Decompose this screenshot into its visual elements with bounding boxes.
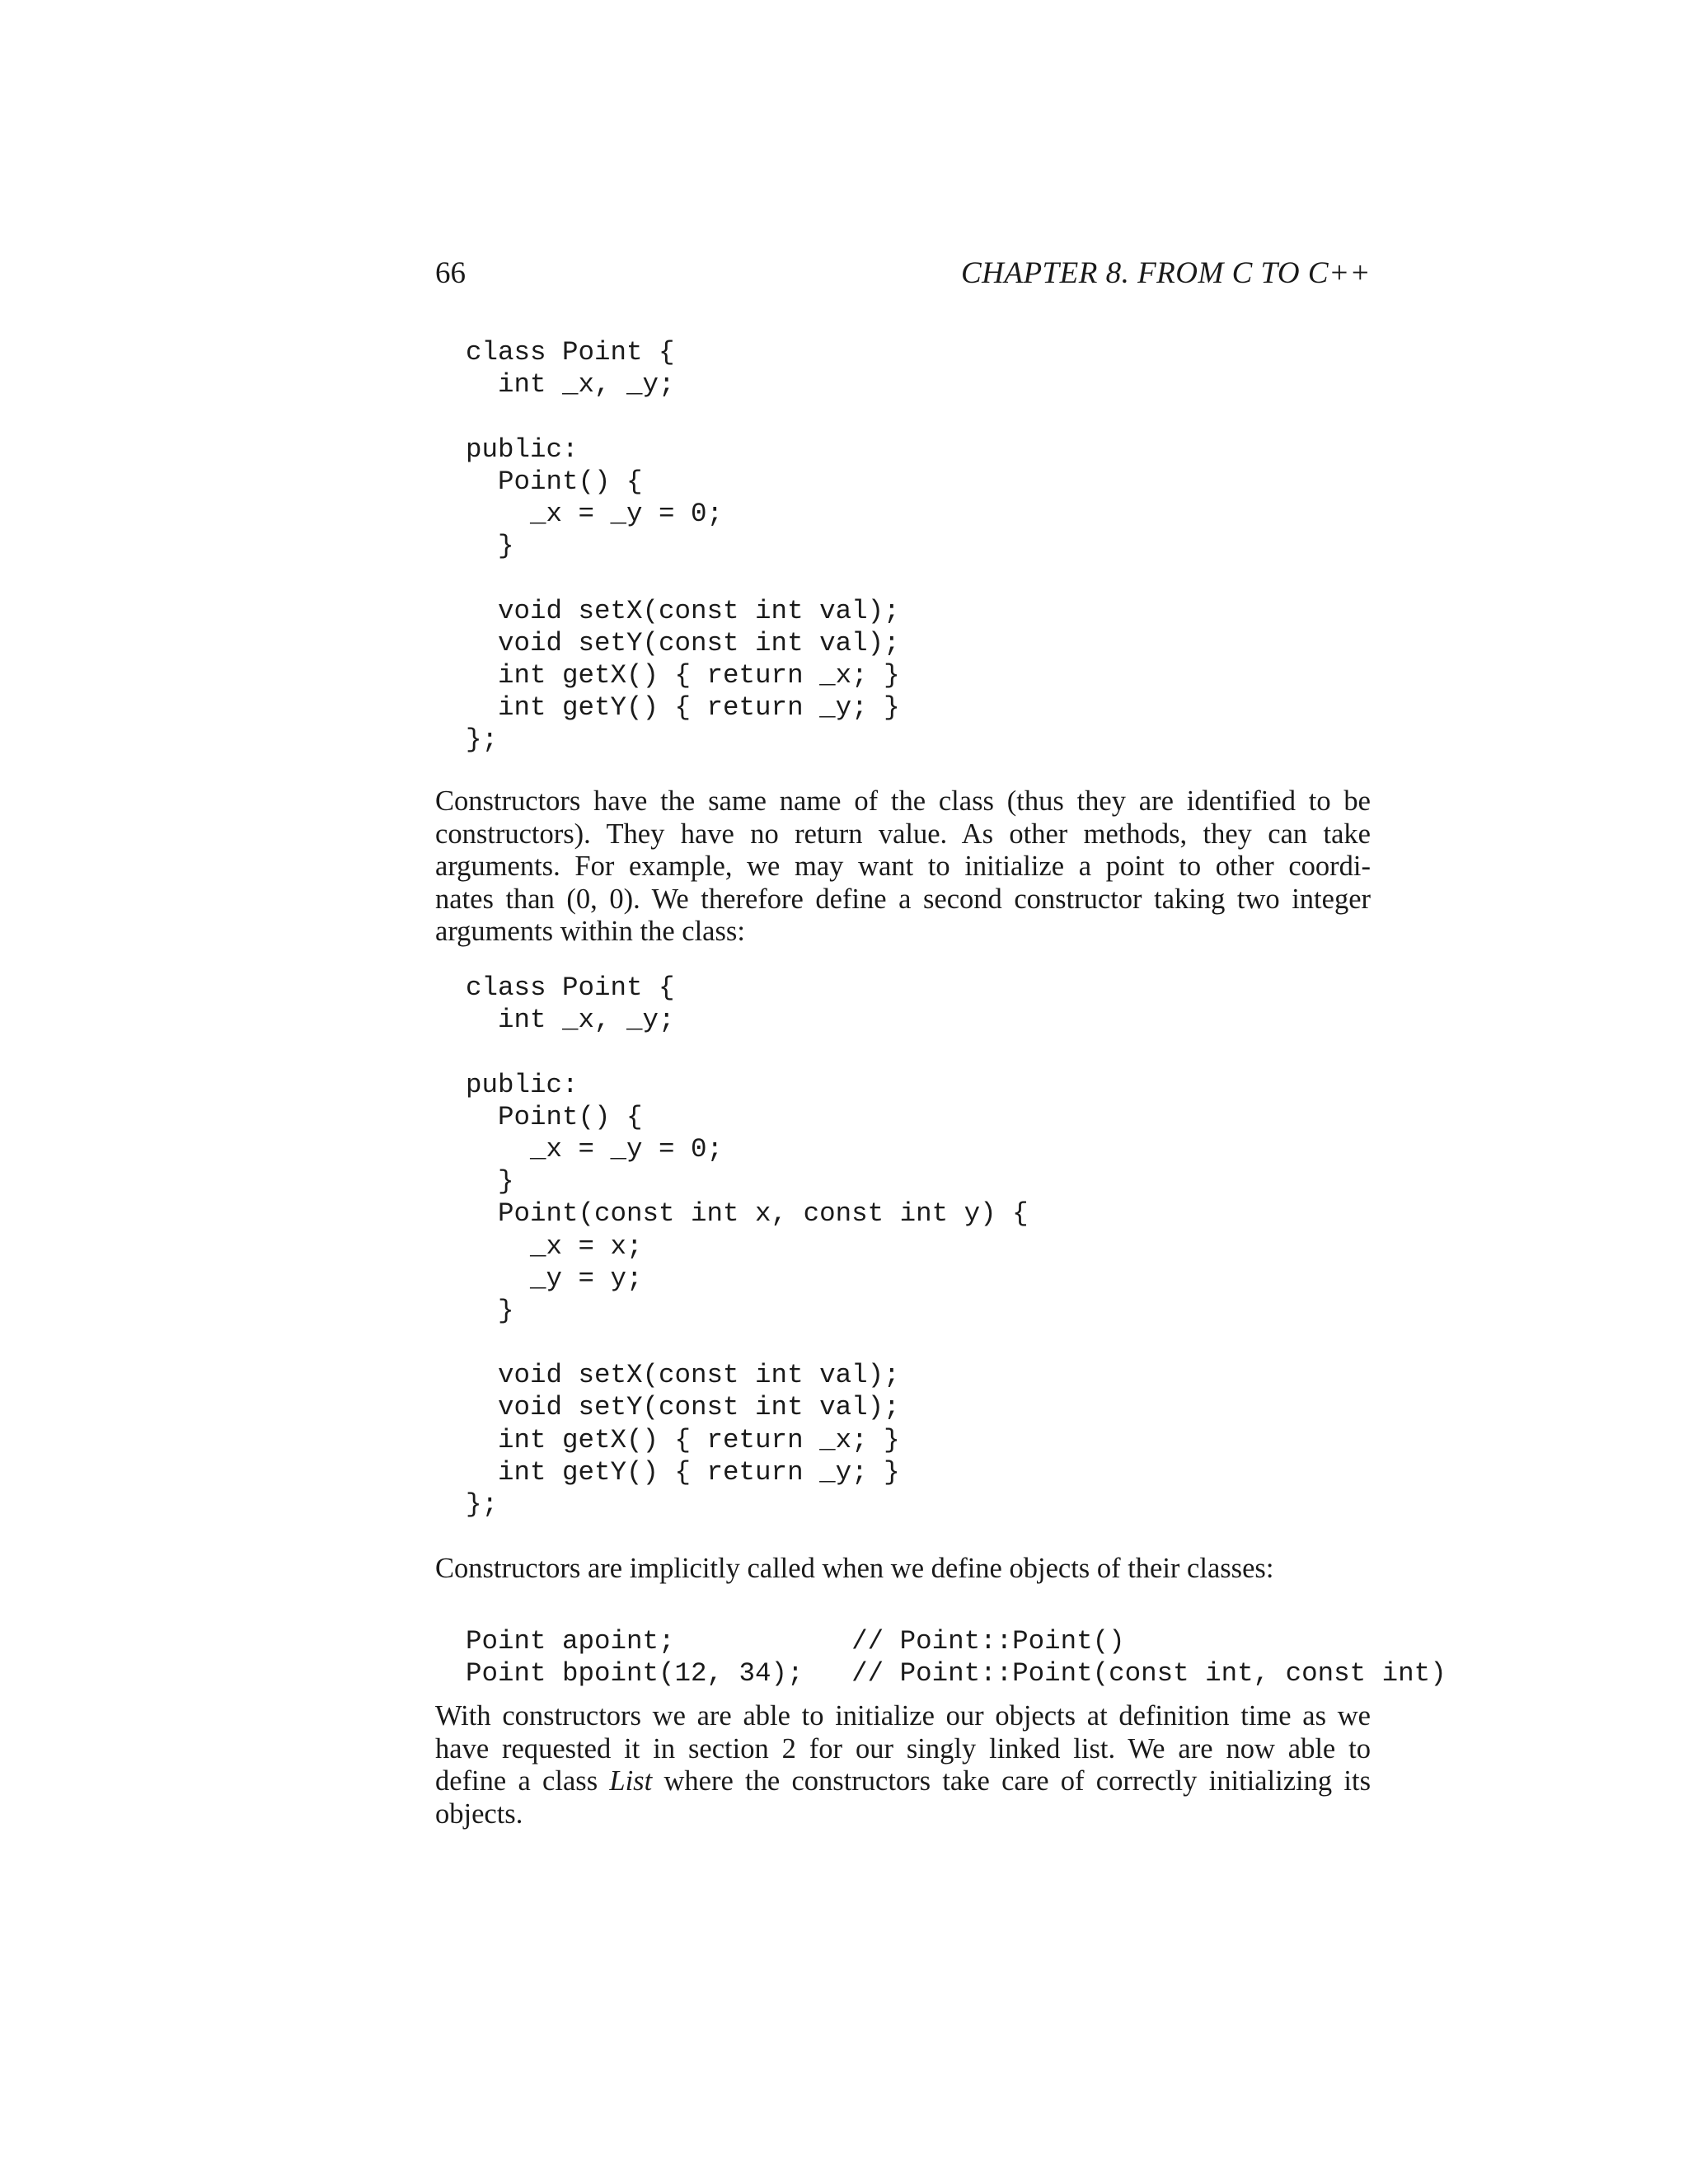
code-line: Point() { bbox=[466, 466, 643, 497]
paragraph-list-class bbox=[435, 1700, 1371, 1830]
code-line: void setY(const int val); bbox=[466, 627, 900, 658]
code-line: int _x, _y; bbox=[466, 369, 675, 401]
code-line: public: bbox=[466, 434, 579, 465]
text-run: define a class bbox=[435, 1765, 610, 1797]
text-line: arguments within the class: bbox=[435, 916, 745, 948]
paragraph-implicit-calls bbox=[435, 1553, 1371, 1586]
code-line: int getY() { return _y; } bbox=[466, 692, 900, 724]
code-line: class Point { bbox=[466, 337, 675, 368]
code-line: }; bbox=[466, 1489, 499, 1520]
code-line: int getX() { return _x; } bbox=[466, 659, 900, 691]
code-line: _x = _y = 0; bbox=[466, 1133, 724, 1165]
code-line: Point() { bbox=[466, 1101, 643, 1132]
text-run: where the constructors take care of correctly initializing its bbox=[652, 1765, 1371, 1797]
code-line: _x = x; bbox=[466, 1230, 643, 1262]
code-line: _x = _y = 0; bbox=[466, 498, 724, 529]
code-line: void setY(const int val); bbox=[466, 1392, 900, 1423]
code-line: void setX(const int val); bbox=[466, 595, 900, 626]
code-line: public: bbox=[466, 1069, 579, 1100]
code-line: class Point { bbox=[466, 972, 675, 1003]
code-block-class-point bbox=[466, 336, 900, 756]
text-line: Constructors have the same name of the class (thus they are identified to be bbox=[435, 785, 1371, 817]
code-line: void setX(const int val); bbox=[466, 1360, 900, 1391]
running-header bbox=[435, 255, 1371, 297]
text-line: arguments. For example, we may want to initialize a point to other coordi- bbox=[435, 851, 1371, 883]
text-line bbox=[435, 1765, 1371, 1798]
text-line: objects. bbox=[435, 1797, 523, 1830]
code-line bbox=[466, 562, 900, 594]
paragraph-constructors-intro bbox=[435, 785, 1371, 949]
code-line: _y = y; bbox=[466, 1263, 643, 1294]
code-line: } bbox=[466, 1295, 514, 1326]
code-line: } bbox=[466, 1166, 514, 1197]
code-line: Point apoint; // Point::Point() bbox=[466, 1626, 1125, 1657]
code-line: int getX() { return _x; } bbox=[466, 1424, 900, 1455]
code-block-object-definitions bbox=[466, 1625, 1447, 1690]
chapter-title: CHAPTER 8. FROM C TO C++ bbox=[960, 256, 1371, 290]
text-line: Constructors are implicitly called when we define objects of their classes: bbox=[435, 1553, 1274, 1584]
code-line: }; bbox=[466, 724, 499, 756]
code-block-class-point-two-constructors bbox=[466, 972, 1029, 1521]
code-line bbox=[466, 1327, 1029, 1359]
text-line: With constructors we are able to initialize our objects at definition time as we bbox=[435, 1700, 1371, 1732]
code-line: } bbox=[466, 531, 514, 562]
page-number: 66 bbox=[435, 256, 466, 290]
code-line bbox=[466, 1036, 1029, 1068]
text-line: constructors). They have no return value. As other methods, they can take bbox=[435, 818, 1371, 850]
text-line: nates than (0, 0). We therefore define a second constructor taking two integer bbox=[435, 883, 1371, 915]
emphasized-class-name: List bbox=[609, 1765, 653, 1797]
code-line: int _x, _y; bbox=[466, 1005, 675, 1036]
code-line bbox=[466, 401, 900, 433]
code-line: Point(const int x, const int y) { bbox=[466, 1198, 1029, 1230]
code-line: int getY() { return _y; } bbox=[466, 1456, 900, 1488]
text-line: have requested it in section 2 for our singly linked list. We are now able to bbox=[435, 1732, 1371, 1765]
code-line: Point bpoint(12, 34); // Point::Point(const int, const int) bbox=[466, 1658, 1447, 1690]
